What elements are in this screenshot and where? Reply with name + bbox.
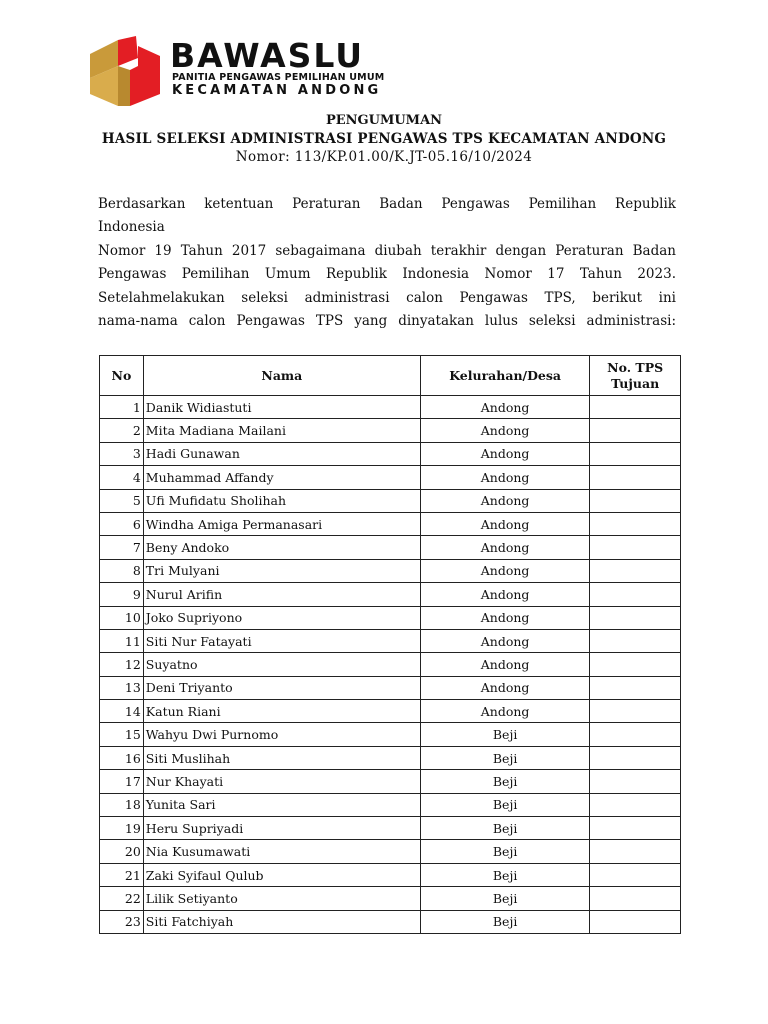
row-number: 19 — [100, 817, 144, 840]
header-nama: Nama — [143, 356, 420, 396]
row-number: 5 — [100, 489, 144, 512]
brand-subtitle-committee: PANITIA PENGAWAS PEMILIHAN UMUM — [172, 72, 385, 83]
row-tps — [590, 840, 681, 863]
row-name: Katun Riani — [143, 700, 420, 723]
header-no: No — [100, 356, 144, 396]
row-kelurahan: Andong — [420, 559, 589, 582]
body-line: Pengawas Pemilihan Umum Republik Indonesia Nomor 17 Tahun 2023. — [98, 266, 676, 283]
row-kelurahan: Andong — [420, 653, 589, 676]
row-name: Nia Kusumawati — [143, 840, 420, 863]
row-number: 13 — [100, 676, 144, 699]
row-number: 9 — [100, 583, 144, 606]
row-kelurahan: Beji — [420, 910, 589, 933]
table-row — [100, 442, 681, 465]
row-kelurahan: Beji — [420, 770, 589, 793]
row-number: 22 — [100, 887, 144, 910]
row-kelurahan: Andong — [420, 629, 589, 652]
table-row — [100, 629, 681, 652]
row-name: Siti Muslihah — [143, 746, 420, 769]
row-tps — [590, 676, 681, 699]
row-kelurahan: Andong — [420, 583, 589, 606]
row-name: Suyatno — [143, 653, 420, 676]
table-row — [100, 863, 681, 886]
row-name: Nurul Arifin — [143, 583, 420, 606]
row-number: 2 — [100, 419, 144, 442]
row-tps — [590, 700, 681, 723]
row-number: 17 — [100, 770, 144, 793]
row-tps — [590, 770, 681, 793]
row-number: 20 — [100, 840, 144, 863]
row-tps — [590, 863, 681, 886]
row-tps — [590, 653, 681, 676]
table-row — [100, 887, 681, 910]
row-kelurahan: Beji — [420, 887, 589, 910]
table-row — [100, 606, 681, 629]
row-name: Wahyu Dwi Purnomo — [143, 723, 420, 746]
row-kelurahan: Beji — [420, 793, 589, 816]
header-tps — [590, 356, 681, 396]
row-number: 16 — [100, 746, 144, 769]
row-number: 12 — [100, 653, 144, 676]
body-line: Setelahmelakukan seleksi administrasi calon Pengawas TPS, berikut ini — [98, 289, 676, 306]
announcement-label: PENGUMUMAN — [325, 113, 443, 128]
row-name: Mita Madiana Mailani — [143, 419, 420, 442]
row-kelurahan: Andong — [420, 512, 589, 535]
row-kelurahan: Beji — [420, 746, 589, 769]
row-name: Joko Supriyono — [143, 606, 420, 629]
table-header-row — [100, 356, 681, 396]
bawaslu-emblem-icon — [88, 36, 166, 108]
table-row — [100, 419, 681, 442]
table-row — [100, 793, 681, 816]
row-number: 3 — [100, 442, 144, 465]
row-tps — [590, 396, 681, 419]
row-kelurahan: Beji — [420, 840, 589, 863]
body-line: Indonesia — [98, 219, 165, 236]
row-number: 11 — [100, 629, 144, 652]
row-tps — [590, 583, 681, 606]
row-number: 23 — [100, 910, 144, 933]
row-number: 7 — [100, 536, 144, 559]
row-name: Lilik Setiyanto — [143, 887, 420, 910]
row-kelurahan: Andong — [420, 466, 589, 489]
header-tps-line-2: Tujuan — [611, 375, 660, 391]
row-tps — [590, 442, 681, 465]
table-row — [100, 536, 681, 559]
table-row — [100, 817, 681, 840]
row-tps — [590, 606, 681, 629]
row-name: Muhammad Affandy — [143, 466, 420, 489]
row-number: 4 — [100, 466, 144, 489]
row-tps — [590, 910, 681, 933]
row-kelurahan: Andong — [420, 606, 589, 629]
body-line: nama-nama calon Pengawas TPS yang dinyatakan lulus seleksi administrasi: — [98, 313, 676, 330]
row-kelurahan: Beji — [420, 723, 589, 746]
table-row — [100, 583, 681, 606]
row-tps — [590, 536, 681, 559]
row-kelurahan: Andong — [420, 396, 589, 419]
row-kelurahan: Beji — [420, 817, 589, 840]
row-tps — [590, 793, 681, 816]
table-row — [100, 700, 681, 723]
row-name: Danik Widiastuti — [143, 396, 420, 419]
row-tps — [590, 419, 681, 442]
body-line: Nomor 19 Tahun 2017 sebagaimana diubah terakhir dengan Peraturan Badan — [98, 242, 676, 259]
table-row — [100, 723, 681, 746]
row-tps — [590, 723, 681, 746]
row-number: 15 — [100, 723, 144, 746]
table-row — [100, 489, 681, 512]
row-number: 14 — [100, 700, 144, 723]
table-row — [100, 746, 681, 769]
row-name: Heru Supriyadi — [143, 817, 420, 840]
announcement-number: Nomor: 113/KP.01.00/K.JT-05.16/10/2024 — [235, 149, 533, 165]
row-kelurahan: Andong — [420, 700, 589, 723]
row-name: Nur Khayati — [143, 770, 420, 793]
brand-name: BAWASLU — [170, 36, 365, 75]
table-row — [100, 676, 681, 699]
row-name: Deni Triyanto — [143, 676, 420, 699]
row-tps — [590, 629, 681, 652]
row-name: Windha Amiga Permanasari — [143, 512, 420, 535]
row-number: 10 — [100, 606, 144, 629]
row-kelurahan: Andong — [420, 536, 589, 559]
row-name: Zaki Syifaul Qulub — [143, 863, 420, 886]
table-row — [100, 466, 681, 489]
table-row — [100, 910, 681, 933]
row-number: 21 — [100, 863, 144, 886]
table-row — [100, 840, 681, 863]
row-tps — [590, 489, 681, 512]
row-kelurahan: Andong — [420, 489, 589, 512]
row-kelurahan: Andong — [420, 419, 589, 442]
table-row — [100, 770, 681, 793]
brand-subtitle-district: KECAMATAN ANDONG — [172, 83, 382, 98]
header-kelurahan: Kelurahan/Desa — [420, 356, 589, 396]
body-line: Berdasarkan ketentuan Peraturan Badan Pengawas Pemilihan Republik — [98, 196, 676, 212]
row-kelurahan: Andong — [420, 442, 589, 465]
row-number: 8 — [100, 559, 144, 582]
row-number: 1 — [100, 396, 144, 419]
row-kelurahan: Andong — [420, 676, 589, 699]
row-name: Beny Andoko — [143, 536, 420, 559]
row-name: Tri Mulyani — [143, 559, 420, 582]
table-row — [100, 653, 681, 676]
row-tps — [590, 466, 681, 489]
header-tps-line-1: No. TPS — [607, 359, 664, 375]
table-row — [100, 559, 681, 582]
row-tps — [590, 817, 681, 840]
table-row — [100, 512, 681, 535]
candidate-table — [99, 355, 681, 934]
row-number: 6 — [100, 512, 144, 535]
row-name: Hadi Gunawan — [143, 442, 420, 465]
row-number: 18 — [100, 793, 144, 816]
row-tps — [590, 559, 681, 582]
row-kelurahan: Beji — [420, 863, 589, 886]
row-name: Ufi Mufidatu Sholihah — [143, 489, 420, 512]
row-name: Siti Nur Fatayati — [143, 629, 420, 652]
row-tps — [590, 512, 681, 535]
bawaslu-logo — [88, 36, 385, 108]
row-name: Siti Fatchiyah — [143, 910, 420, 933]
announcement-title: HASIL SELEKSI ADMINISTRASI PENGAWAS TPS KECAMATAN ANDONG — [101, 131, 667, 147]
row-tps — [590, 887, 681, 910]
row-name: Yunita Sari — [143, 793, 420, 816]
row-tps — [590, 746, 681, 769]
table-row — [100, 396, 681, 419]
body-paragraph — [98, 193, 676, 333]
